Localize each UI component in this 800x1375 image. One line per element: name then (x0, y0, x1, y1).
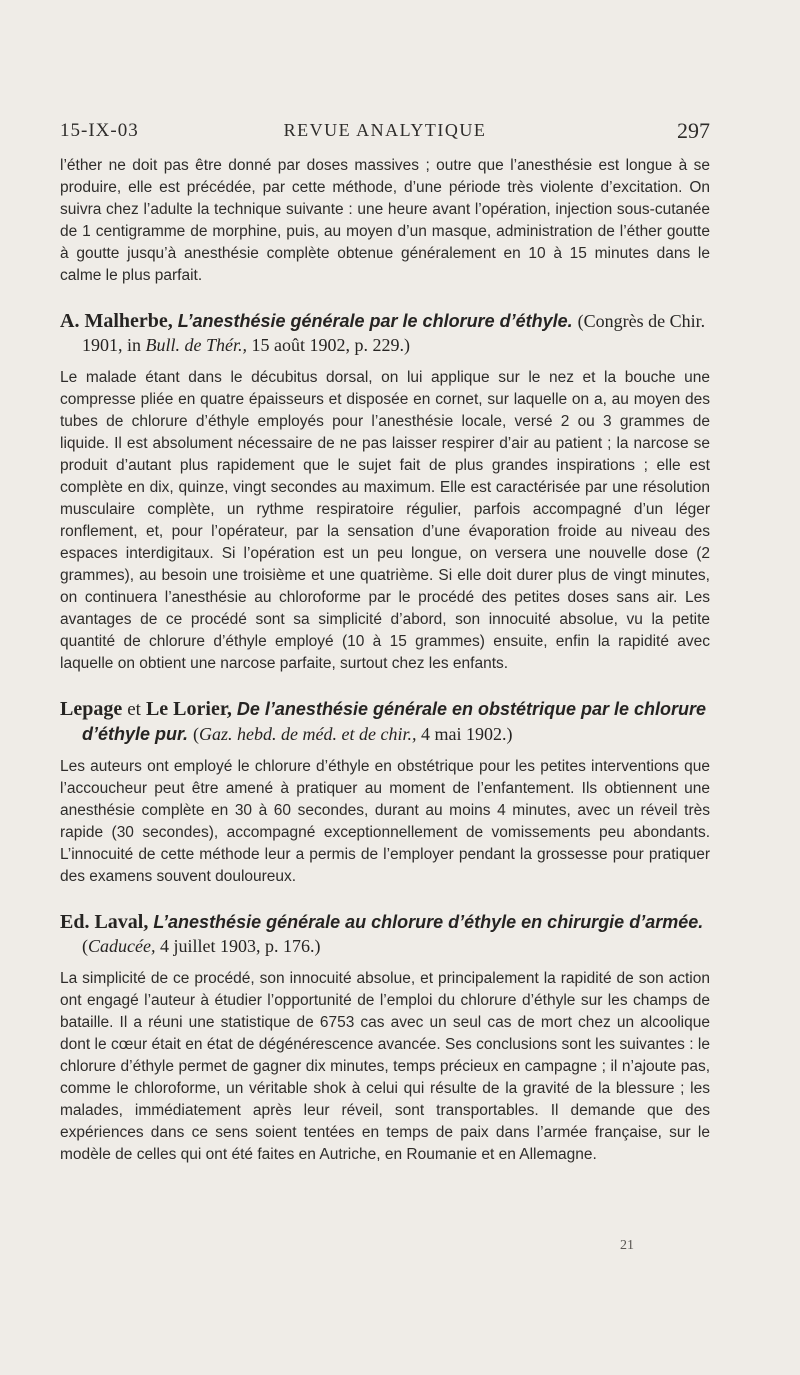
ref-close: 4 mai 1902.) (421, 724, 513, 744)
signature-mark: 21 (620, 1238, 634, 1253)
ref-open: ( (82, 936, 88, 956)
entry-title: L’anesthésie générale au chlorure d’éthyle en chirurgie d’armée. (153, 912, 704, 932)
entry-author: Le Lorier, (145, 698, 232, 720)
page-number: 297 (677, 118, 710, 143)
ref-journal: Caducée, (88, 936, 156, 956)
ref-open: ( (193, 724, 200, 744)
entry-author: Lepage (60, 698, 123, 720)
entry-heading (60, 309, 710, 357)
page-content (60, 155, 710, 1166)
entry-author: A. Malherbe, (60, 310, 173, 332)
review-entry (60, 910, 710, 1166)
entry-conjunction: et (127, 699, 141, 720)
entry-body: La simplicité de ce procédé, son innocuité absolue, et principalement la rapidité de son action ont engagé l’auteur à étudier l’opportunité de l’emploi du chlorure d’éthyle sur les champs de bataille. Il a réuni une statistique de 6753 cas avec un seul cas de mort chez un alcoolique dont le cœur était en état de dégénérescence avancée. Ses conclusions sont les suivantes : le chlorure d’éthyle permet de gagner dix minutes, temps précieux en campagne ; il n’ajoute pas, comme le chloroforme, un véritable shok à celui qui résulte de la gravité de la blessure ; les malades, immédiatement après leur réveil, sont transportables. Il demande que des expériences dans ce sens soient tentées en temps de paix dans l’armée française, sur le modèle de celles qui ont été faites en Autriche, en Roumanie et en Allemagne. (60, 970, 710, 1163)
entry-reference (193, 724, 512, 744)
ref-close: 15 août 1902, p. 229.) (251, 335, 410, 355)
ref-close: 4 juillet 1903, p. 176.) (159, 936, 321, 956)
entry-title: De l’anesthésie générale en obstétrique par le chlorure d’éthyle pur. (82, 699, 707, 744)
review-entry (60, 697, 710, 888)
entry-body: Le malade étant dans le décubitus dorsal, on lui applique sur le nez et la bouche une compresse pliée en quatre épaisseurs et disposée en cornet, sur laquelle on a, au moyen des tubes de chlorure d’éthyle employés pour l’anesthésie locale, versé 2 ou 3 grammes de liquide. Il est absolument nécessaire de ne pas laisser respirer d’air au patient ; la narcose se produit d’autant plus rapidement que le sujet fait de plus grandes inspirations ; elle est complète en dix, quinze, vingt secondes au maximum. Elle est caractérisée par une résolution musculaire complète, un rythme respiratoire régulier, parfois accompagné d’un léger ronflement, et, pour l’opérateur, par la sensation d’une évaporation froide au niveau des espaces interdigitaux. Si l’opération est un peu longue, on versera une nouvelle dose (2 grammes), au besoin une troisième et une quatrième. Si elle doit durer plus de vingt minutes, on continuera l’anesthésie au chloroforme par le procédé des petites doses sans air. Les avantages de ce procédé sont sa simplicité d’abord, son innocuité absolue, vu la petite quantité de chlorure d’éthyle employé (10 à 15 grammes) ensuite, enfin la rapidité avec laquelle on obtient une narcose parfaite, surtout chez les enfants. (60, 369, 710, 672)
header-date: 15-IX-03 (60, 120, 139, 141)
entry-heading (60, 910, 710, 958)
ref-journal: Gaz. hebd. de méd. et de chir., (199, 724, 417, 744)
entry-heading (60, 697, 710, 746)
entry-title: L’anesthésie générale par le chlorure d’éthyle. (177, 311, 573, 331)
running-header (60, 120, 710, 150)
entry-body: Les auteurs ont employé le chlorure d’éthyle en obstétrique pour les petites interventions que l’accoucheur peut être amené à pratiquer au moment de l’enfantement. Ils obtiennent une anesthésie complète en 30 à 60 secondes, durant au moins 4 minutes, avec un réveil très rapide (30 secondes), accompagné exceptionnellement de vomissements peu abondants. L’innocuité de cette méthode leur a permis de l’employer pendant la grossesse pour pratiquer des examens souvent douloureux. (60, 758, 710, 885)
entry-author: Ed. Laval, (60, 911, 149, 933)
intro-paragraph: l’éther ne doit pas être donné par doses massives ; outre que l’anesthésie est longue à se produire, elle est précédée, par cette méthode, d’une période très violente d’excitation. On suivra chez l’adulte la technique suivante : une heure avant l’opération, injection sous-cutanée de 1 centigramme de morphine, puis, au moyen d’un masque, administration de l’éther goutte à goutte jusqu’à anesthésie complète obtenue généralement en 10 à 15 minutes dans le calme le plus parfait. (60, 157, 710, 284)
ref-open: (Congrès de Chir. 1901, in (82, 311, 706, 355)
header-title: REVUE ANALYTIQUE (283, 120, 487, 140)
ref-journal: Bull. de Thér., (145, 335, 248, 355)
review-entry (60, 309, 710, 675)
entry-reference (82, 936, 320, 956)
